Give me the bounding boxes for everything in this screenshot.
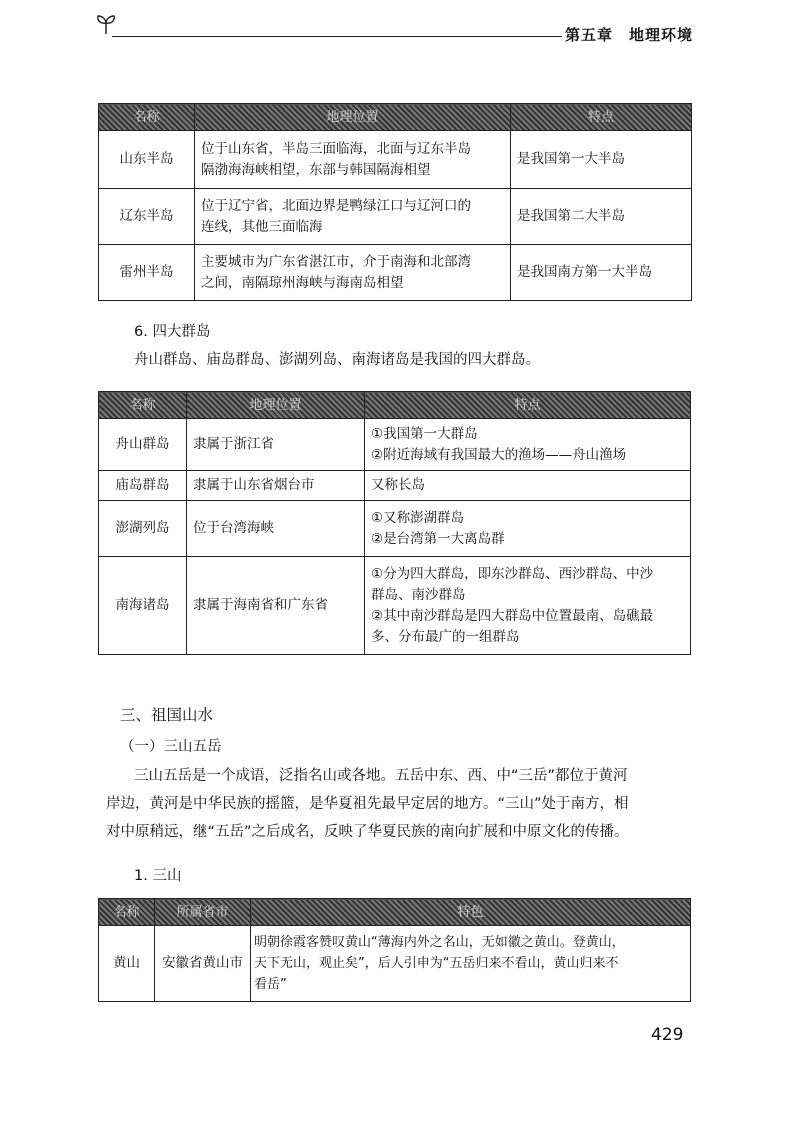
peninsula-name: 山东半岛 xyxy=(99,131,195,189)
archipelago-feature xyxy=(365,471,691,501)
archipelago-name: 南海诸岛 xyxy=(99,557,187,655)
header-rule-end xyxy=(550,36,562,37)
text-line: 岸边，黄河是中华民族的摇篮，是华夏祖先最早定居的地方。“三山”处于南方，相 xyxy=(106,796,629,812)
section-3-paragraph xyxy=(106,762,696,846)
peninsula-feature: 是我国第一大半岛 xyxy=(511,131,692,189)
text-line: ①分为四大群岛，即东沙群岛、西沙群岛、中沙 xyxy=(371,565,654,582)
table-row xyxy=(99,419,691,471)
chapter-title: 第五章 地理环境 xyxy=(565,26,694,44)
text-line: ①又称澎湖群岛 xyxy=(371,509,465,526)
text-line: 位于辽宁省，北面边界是鸭绿江口与辽河口的 xyxy=(201,197,471,214)
archipelago-feature xyxy=(365,419,691,471)
text-line: 明朝徐霞客赞叹黄山“薄海内外之名山，无如徽之黄山。登黄山， xyxy=(254,935,625,950)
table-row xyxy=(99,471,691,501)
section-3-subtitle: （一）三山五岳 xyxy=(120,739,222,755)
archipelago-feature xyxy=(365,557,691,655)
col-header-feature: 特色 xyxy=(251,899,691,926)
peninsula-location xyxy=(195,245,511,301)
peninsula-feature: 是我国南方第一大半岛 xyxy=(511,245,692,301)
archipelago-location: 隶属于山东省烟台市 xyxy=(187,471,365,501)
mountain-name: 黄山 xyxy=(99,926,155,1002)
col-header-feature: 特点 xyxy=(511,104,692,131)
peninsula-table xyxy=(98,103,692,301)
table-row xyxy=(99,131,692,189)
archipelago-location: 位于台湾海峡 xyxy=(187,501,365,557)
col-header-name: 名称 xyxy=(99,104,195,131)
text-line: 三山五岳是一个成语，泛指名山或各地。五岳中东、西、中“三岳”都位于黄河 xyxy=(134,768,628,784)
col-header-name: 名称 xyxy=(99,392,187,419)
mountain-table xyxy=(98,898,691,1002)
text-line: 位于山东省，半岛三面临海，北面与辽东半岛 xyxy=(201,140,471,157)
text-line: 对中原稍远，继“五岳”之后成名，反映了华夏民族的南向扩展和中原文化的传播。 xyxy=(106,824,629,840)
text-line: 多、分布最广的一组群岛 xyxy=(371,628,520,645)
section-6-title: 6. 四大群岛 xyxy=(134,324,211,340)
col-header-province: 所属省市 xyxy=(155,899,251,926)
text-line: 群岛、南沙群岛 xyxy=(371,586,466,603)
table-row xyxy=(99,245,692,301)
table-header-row xyxy=(99,899,691,926)
text-line: 隔渤海海峡相望，东部与韩国隔海相望 xyxy=(201,161,431,178)
text-line: 看岳” xyxy=(254,977,287,992)
mountain-province: 安徽省黄山市 xyxy=(155,926,251,1002)
peninsula-name: 辽东半岛 xyxy=(99,189,195,245)
section-6-text: 舟山群岛、庙岛群岛、澎湖列岛、南海诸岛是我国的四大群岛。 xyxy=(134,352,540,368)
peninsula-location xyxy=(195,131,511,189)
text-line: 之间，南隔琼州海峡与海南岛相望 xyxy=(201,274,404,291)
archipelago-location: 隶属于浙江省 xyxy=(187,419,365,471)
archipelago-name: 舟山群岛 xyxy=(99,419,187,471)
text-line: ②其中南沙群岛是四大群岛中位置最南、岛礁最 xyxy=(371,607,654,624)
peninsula-name: 雷州半岛 xyxy=(99,245,195,301)
table-row xyxy=(99,557,691,655)
text-line: ①我国第一大群岛 xyxy=(371,425,478,442)
table-header-row xyxy=(99,104,692,131)
archipelago-name: 庙岛群岛 xyxy=(99,471,187,501)
text-line: ②附近海域有我国最大的渔场——舟山渔场 xyxy=(371,446,627,463)
text-line: 天下无山，观止矣”，后人引申为“五岳归来不看山，黄山归来不 xyxy=(254,956,619,971)
archipelago-feature xyxy=(365,501,691,557)
table-header-row xyxy=(99,392,691,419)
table-row xyxy=(99,501,691,557)
table-row xyxy=(99,926,691,1002)
sprout-logo-icon xyxy=(94,12,118,36)
text-line: 又称长岛 xyxy=(371,477,425,493)
peninsula-location xyxy=(195,189,511,245)
col-header-location: 地理位置 xyxy=(187,392,365,419)
archipelago-name: 澎湖列岛 xyxy=(99,501,187,557)
col-header-name: 名称 xyxy=(99,899,155,926)
item-1-title: 1. 三山 xyxy=(134,868,182,884)
mountain-feature xyxy=(251,926,691,1002)
archipelago-location: 隶属于海南省和广东省 xyxy=(187,557,365,655)
text-line: 连线，其他三面临海 xyxy=(201,218,323,235)
page-number: 429 xyxy=(651,1025,684,1045)
text-line: ②是台湾第一大离岛群 xyxy=(371,530,505,547)
peninsula-feature: 是我国第二大半岛 xyxy=(511,189,692,245)
header-rule xyxy=(112,36,550,37)
col-header-location: 地理位置 xyxy=(195,104,511,131)
archipelago-table xyxy=(98,391,691,655)
text-line: 主要城市为广东省湛江市，介于南海和北部湾 xyxy=(201,253,471,270)
table-row xyxy=(99,189,692,245)
col-header-feature: 特点 xyxy=(365,392,691,419)
section-3-title: 三、祖国山水 xyxy=(120,706,214,724)
